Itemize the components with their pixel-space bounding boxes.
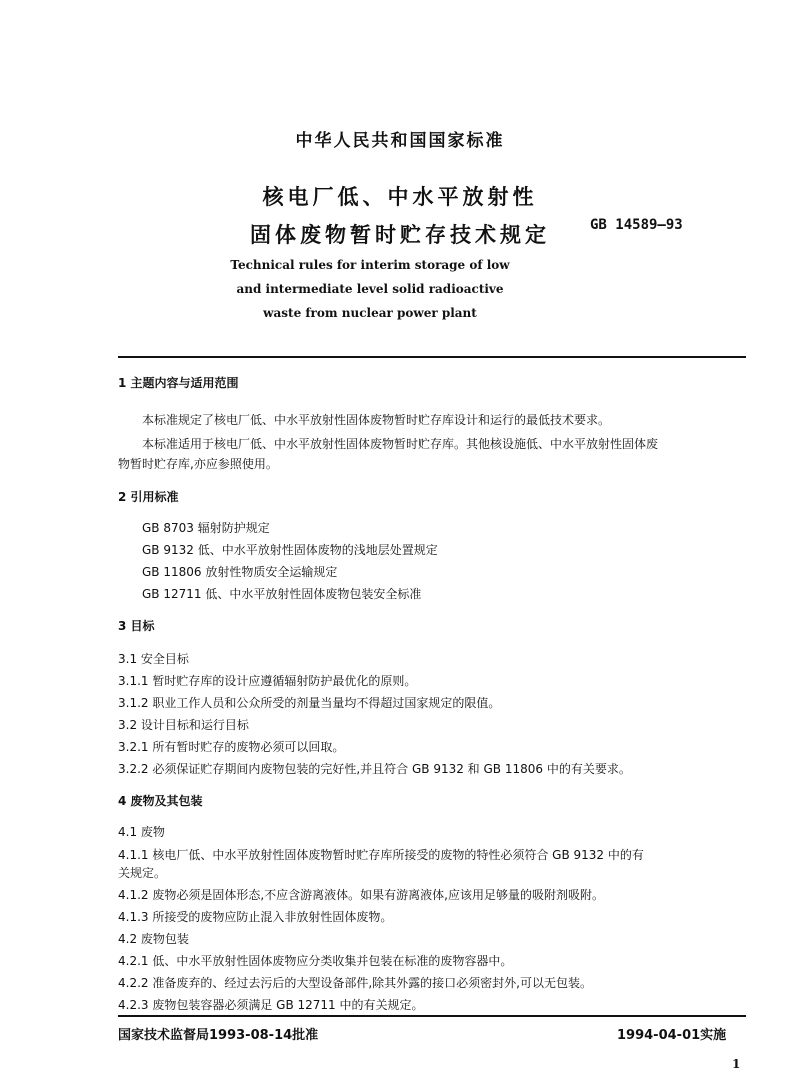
clause-4-1-2: 4.1.2 废物必须是固体形态,不应含游离液体。如果有游离液体,应该用足够量的吸附剂吸附。 (118, 888, 604, 902)
section-3-heading: 3 目标 (118, 619, 155, 633)
english-title-line-1: Technical rules for interim storage of low (230, 258, 510, 272)
reference-gb-8703: GB 8703 辐射防护规定 (142, 521, 270, 535)
section-2-heading: 2 引用标准 (118, 490, 179, 504)
title-line-2: 固体废物暂时贮存技术规定 (250, 223, 550, 247)
section-1-paragraph-2-line-2: 物暂时贮存库,亦应参照使用。 (118, 457, 278, 471)
reference-gb-11806: GB 11806 放射性物质安全运输规定 (142, 565, 338, 579)
clause-3-2-2: 3.2.2 必须保证贮存期间内废物包装的完好性,并且符合 GB 9132 和 GB 11806 中的有关要求。 (118, 762, 631, 776)
approval-line: 国家技术监督局1993-08-14批准 (118, 1028, 319, 1043)
section-4-heading: 4 废物及其包装 (118, 794, 203, 808)
clause-4-2-1: 4.2.1 低、中水平放射性固体废物应分类收集并包装在标准的废物容器中。 (118, 954, 513, 968)
clause-3-1-2: 3.1.2 职业工作人员和公众所受的剂量当量均不得超过国家规定的限值。 (118, 696, 501, 710)
clause-3-2: 3.2 设计目标和运行目标 (118, 718, 249, 732)
clause-4-1-1-line-2: 关规定。 (118, 866, 167, 880)
english-title-line-2: and intermediate level solid radioactive (236, 282, 504, 296)
section-1-paragraph-2-line-1: 本标准适用于核电厂低、中水平放射性固体废物暂时贮存库。其他核设施低、中水平放射性固体废 (142, 437, 659, 451)
clause-4-2-2: 4.2.2 准备废弃的、经过去污后的大型设备部件,除其外露的接口必须密封外,可以无包装。 (118, 976, 592, 990)
bottom-divider (118, 1015, 746, 1017)
clause-4-2-3: 4.2.3 废物包装容器必须满足 GB 12711 中的有关规定。 (118, 998, 424, 1012)
clause-4-1: 4.1 废物 (118, 825, 165, 839)
title-line-1: 核电厂低、中水平放射性 (262, 185, 538, 209)
section-1-paragraph-1: 本标准规定了核电厂低、中水平放射性固体废物暂时贮存库设计和运行的最低技术要求。 (142, 413, 611, 427)
clause-3-1-1: 3.1.1 暂时贮存库的设计应遵循辐射防护最优化的原则。 (118, 674, 417, 688)
clause-4-1-3: 4.1.3 所接受的废物应防止混入非放射性固体废物。 (118, 910, 393, 924)
clause-4-1-1-line-1: 4.1.1 核电厂低、中水平放射性固体废物暂时贮存库所接受的废物的特性必须符合 GB 9132 中的有 (118, 848, 644, 862)
top-divider (118, 356, 746, 358)
clause-3-2-1: 3.2.1 所有暂时贮存的废物必须可以回取。 (118, 740, 345, 754)
reference-gb-12711: GB 12711 低、中水平放射性固体废物包装安全标准 (142, 587, 422, 601)
implementation-date: 1994-04-01实施 (617, 1028, 727, 1043)
reference-gb-9132: GB 9132 低、中水平放射性固体废物的浅地层处置规定 (142, 543, 438, 557)
section-1-heading: 1 主题内容与适用范围 (118, 376, 239, 390)
national-standard-label: 中华人民共和国国家标准 (295, 131, 505, 151)
clause-3-1: 3.1 安全目标 (118, 652, 189, 666)
standard-number: GB 14589—93 (590, 217, 683, 233)
english-title-line-3: waste from nuclear power plant (263, 306, 477, 320)
clause-4-2: 4.2 废物包装 (118, 932, 189, 946)
page-number: 1 (732, 1057, 741, 1071)
